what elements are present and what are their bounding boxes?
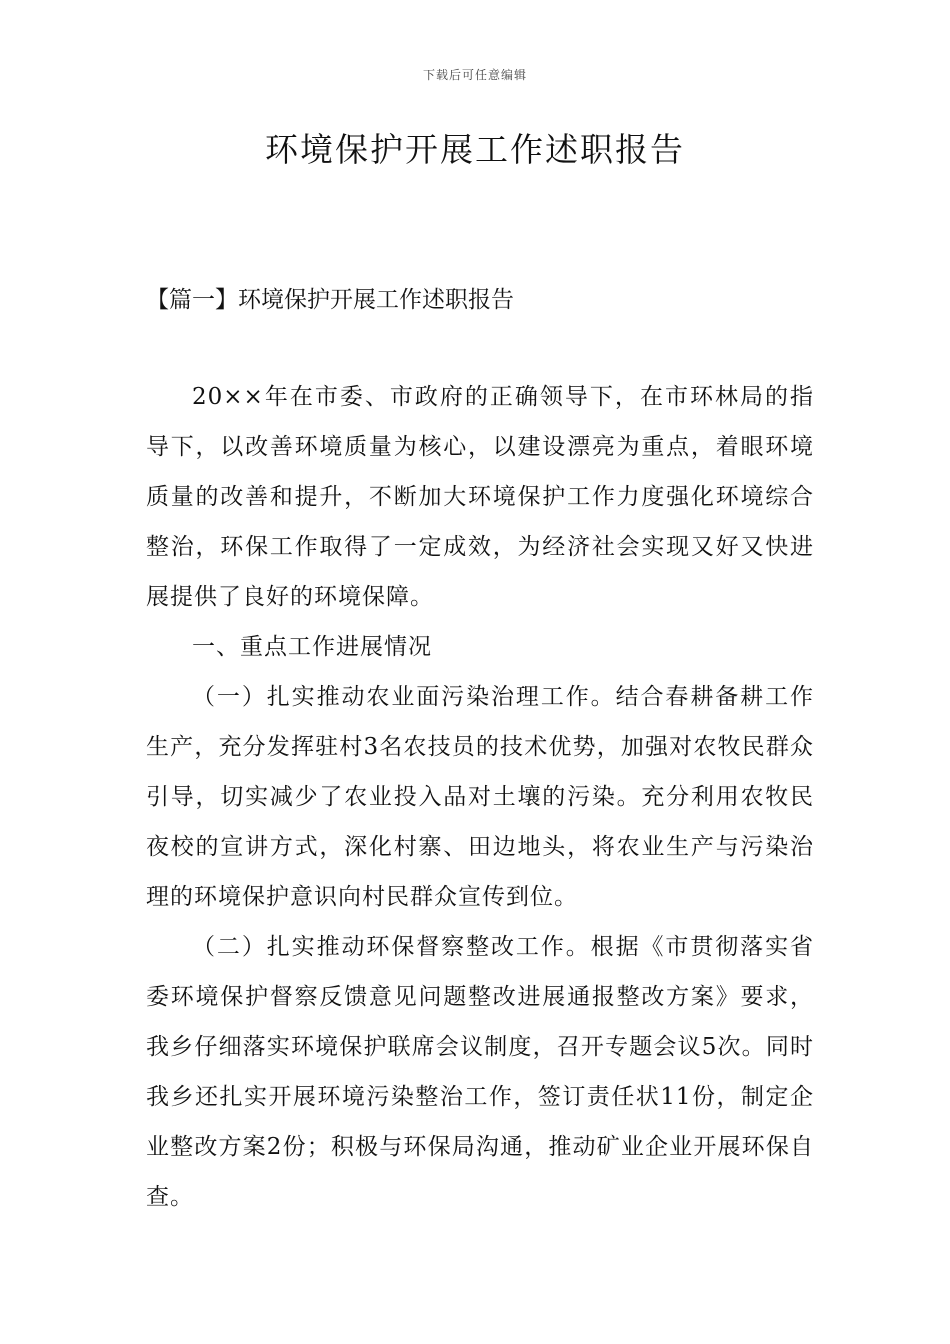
paragraph-inspection-rectification: （二）扎实推动环保督察整改工作。根据《市贯彻落实省委环境保护督察反馈意见问题整改进展通报整改方案》要求，我乡仔细落实环境保护联席会议制度，召开专题会议5次。同时我乡还扎实开展环境污染整治工作，签订责任状11份，制定企业整改方案2份；积极与环保局沟通，推动矿业企业开展环保自查。	[146, 934, 814, 1210]
document-title: 环境保护开展工作述职报告	[265, 130, 685, 169]
header-note: 下载后可任意编辑	[422, 68, 527, 82]
section-heading: 【篇一】环境保护开展工作述职报告	[146, 287, 514, 313]
paragraph-agriculture-pollution: （一）扎实推动农业面污染治理工作。结合春耕备耕工作生产，充分发挥驻村3名农技员的技术优势，加强对农牧民群众引导，切实减少了农业投入品对土壤的污染。充分利用农牧民夜校的宣讲方式，深化村寨、田边地头，将农业生产与污染治理的环境保护意识向村民群众宣传到位。	[146, 684, 814, 910]
paragraph-intro: 20××年在市委、市政府的正确领导下，在市环林局的指导下，以改善环境质量为核心，以建设漂亮为重点，着眼环境质量的改善和提升，不断加大环境保护工作力度强化环境综合整治，环保工作取得了一定成效，为经济社会实现又好又快进展提供了良好的环境保障。	[146, 384, 814, 610]
subheading-key-work: 一、重点工作进展情况	[192, 634, 432, 660]
